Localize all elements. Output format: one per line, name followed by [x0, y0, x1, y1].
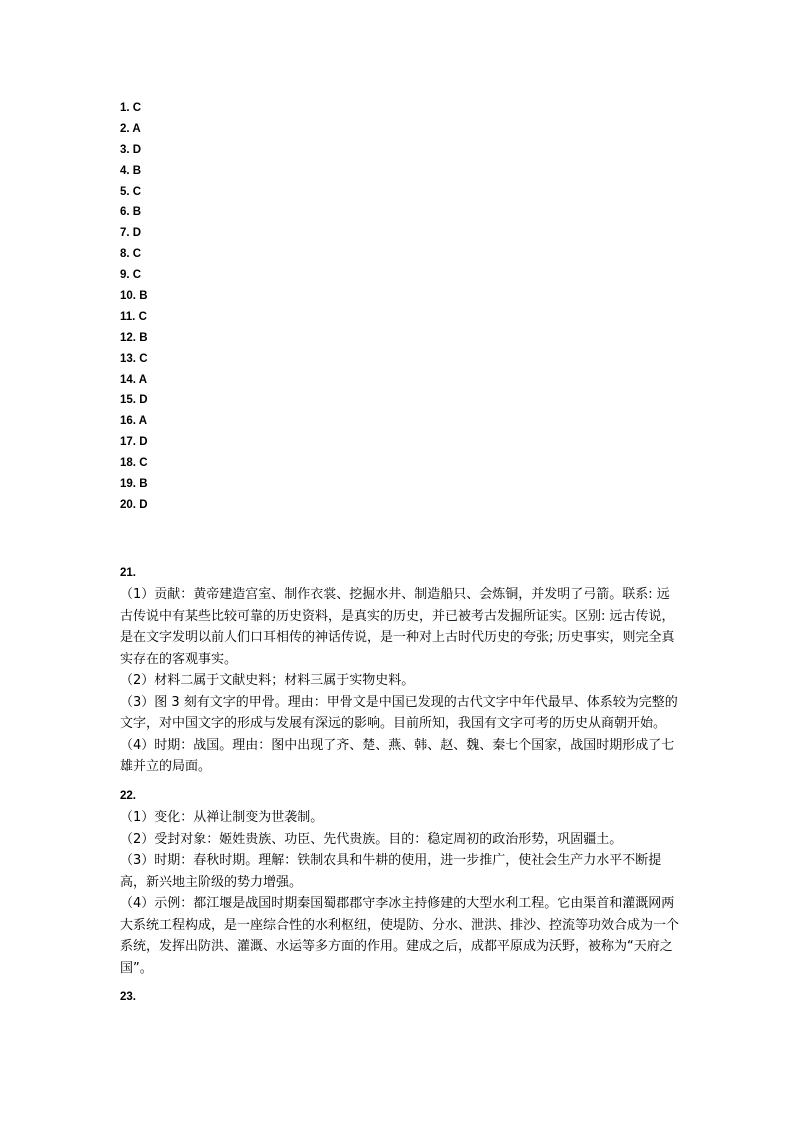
mc-answer-letter: D — [139, 394, 148, 407]
mc-answer-letter: B — [139, 478, 148, 491]
mc-answer-letter: D — [132, 143, 142, 156]
answer-part-3: （3）图 3 刻有文字的甲骨。理由：甲骨文是中国已发现的古代文字中年代最早、体系较为完整的文字，对中国文字的形成与发展有深远的影响。目前所知，我国有文字可考的历史从商朝开始。 — [120, 694, 678, 731]
mc-answer-letter: C — [132, 248, 142, 261]
mc-answer-row — [120, 286, 148, 307]
mc-answer-row — [120, 202, 148, 223]
mc-question-number: 3. — [120, 143, 130, 156]
question-21-answer — [120, 562, 680, 778]
mc-answer-letter: B — [132, 206, 142, 219]
mc-answer-row — [120, 411, 148, 432]
mc-answer-letter: C — [139, 352, 148, 365]
mc-answer-letter: A — [138, 415, 148, 428]
question-number: 23. — [120, 991, 136, 1003]
answer-part-4: （4）示例：都江堰是战国时期秦国蜀郡郡守李冰主持修建的大型水利工程。它由渠首和灌溉网两大系统工程构成，是一座综合性的水利枢纽，使堤防、分水、泄洪、排沙、控流等功效合成为一个系统，发挥出防洪、灌溉、水运等多方面的作用。建成之后，成都平原成为沃野，被称为“天府之国”。 — [120, 896, 680, 976]
mc-answer-letter: A — [132, 122, 141, 135]
mc-answer-row — [120, 161, 148, 182]
mc-question-number: 1. — [120, 102, 130, 114]
mc-answer-row — [120, 349, 148, 370]
mc-answer-row — [120, 265, 148, 286]
mc-answer-row — [120, 182, 148, 203]
mc-answer-row — [120, 307, 148, 328]
mc-question-number: 11. — [120, 310, 136, 323]
mc-answer-row — [120, 453, 148, 474]
mc-answer-letter: A — [138, 373, 148, 386]
mc-question-number: 8. — [120, 248, 130, 261]
mc-question-number: 13. — [120, 352, 136, 365]
question-number: 22. — [120, 790, 136, 802]
mc-answer-letter: D — [132, 227, 142, 240]
mc-answer-row — [120, 98, 148, 119]
mc-answer-letter: C — [132, 269, 142, 282]
mc-question-number: 20. — [120, 498, 136, 511]
mc-answer-letter: C — [132, 102, 142, 114]
mc-answer-letter: C — [139, 457, 148, 470]
mc-answer-row — [120, 370, 148, 391]
mc-answer-row — [120, 223, 148, 244]
mc-question-number: 4. — [120, 164, 130, 177]
mc-answer-row — [120, 495, 148, 516]
mc-question-number: 9. — [120, 269, 130, 282]
mc-answer-letter: B — [139, 290, 148, 303]
answer-part-4: （4）时期：战国。理由：图中出现了齐、楚、燕、韩、赵、魏、秦七个国家，战国时期形成了七雄并立的局面。 — [120, 737, 675, 774]
mc-answer-row — [120, 474, 148, 495]
mc-answer-letter: D — [139, 436, 148, 449]
question-23-answer — [120, 986, 680, 1008]
answer-part-1: （1）变化：从禅让制变为世袭制。 — [120, 810, 324, 825]
mc-answer-letter: B — [132, 164, 142, 177]
mc-question-number: 14. — [120, 373, 136, 386]
mc-question-number: 12. — [120, 331, 136, 344]
mc-answer-letter: C — [132, 185, 142, 198]
question-number: 21. — [120, 567, 136, 579]
mc-answer-row — [120, 119, 148, 140]
mc-answer-row — [120, 244, 148, 265]
answer-part-1: （1）贡献：黄帝建造宫室、制作衣裳、挖掘水井、制造船只、会炼铜，并发明了弓箭。联系: 远古传说中有某些比较可靠的历史资料，是真实的历史，并已被考古发掘所证实。区别: 远古传说，是在文字发明以前人们口耳相传的神话传说，是一种对上古时代历史的夸张; 历史事实，则完全真实存在的客观事实。 — [120, 587, 675, 667]
mc-question-number: 15. — [120, 394, 136, 407]
mc-question-number: 5. — [120, 185, 130, 198]
mc-answer-letter: C — [138, 310, 147, 323]
mc-question-number: 2. — [120, 122, 130, 135]
mc-answer-row — [120, 140, 148, 161]
mc-answer-letter: D — [139, 498, 148, 511]
multiple-choice-answers — [120, 98, 148, 516]
mc-answer-row — [120, 390, 148, 411]
answer-part-2: （2）受封对象：姬姓贵族、功臣、先代贵族。目的：稳定周初的政治形势，巩固疆土。 — [120, 831, 623, 847]
mc-question-number: 18. — [120, 457, 136, 470]
mc-question-number: 16. — [120, 415, 136, 428]
mc-question-number: 6. — [120, 206, 130, 219]
mc-question-number: 19. — [120, 478, 136, 491]
mc-question-number: 7. — [120, 227, 130, 240]
mc-answer-row — [120, 328, 148, 349]
question-22-answer — [120, 785, 680, 979]
mc-answer-letter: B — [139, 331, 148, 344]
mc-answer-row — [120, 432, 148, 453]
answer-part-2: （2）材料二属于文献史料；材料三属于实物史料。 — [120, 673, 415, 688]
mc-question-number: 17. — [120, 436, 136, 449]
answer-part-3: （3）时期：春秋时期。理解：铁制农具和牛耕的使用，进一步推广，使社会生产力水平不断提高，新兴地主阶级的势力增强。 — [120, 853, 662, 890]
mc-question-number: 10. — [120, 290, 136, 303]
